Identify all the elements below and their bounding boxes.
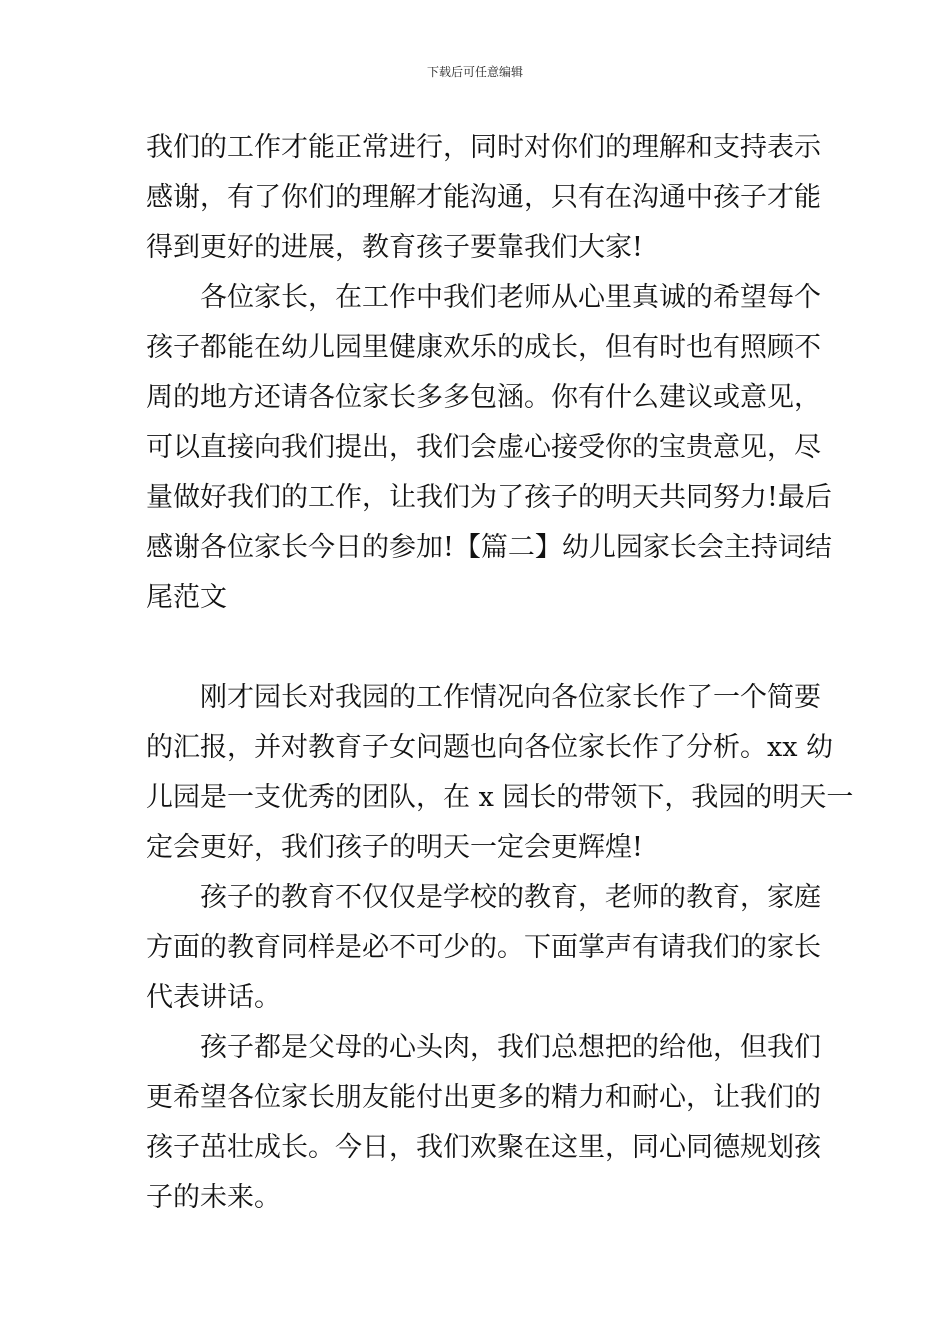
text-line: 周的地方还请各位家长多多包涵。你有什么建议或意见， — [146, 382, 821, 413]
text-line: 孩子都能在幼儿园里健康欢乐的成长，但有时也有照顾不 — [146, 332, 821, 363]
text-line: 量做好我们的工作，让我们为了孩子的明天共同努力!最后 — [146, 482, 832, 513]
text-line: 我们的工作才能正常进行，同时对你们的理解和支持表示 — [146, 132, 821, 163]
text-line: 孩子茁壮成长。今日，我们欢聚在这里，同心同德规划孩 — [146, 1132, 821, 1163]
text-line: 得到更好的进展，教育孩子要靠我们大家! — [146, 232, 643, 263]
text-line: 子的未来。 — [146, 1182, 281, 1213]
text-line: 儿园是一支优秀的团队，在 x 园长的带领下，我园的明天一 — [146, 782, 854, 813]
text-line: 更希望各位家长朋友能付出更多的精力和耐心，让我们的 — [146, 1082, 821, 1113]
text-line: 孩子都是父母的心头肉，我们总想把的给他，但我们 — [146, 1032, 821, 1063]
text-line: 方面的教育同样是必不可少的。下面掌声有请我们的家长 — [146, 932, 821, 963]
text-line: 孩子的教育不仅仅是学校的教育，老师的教育，家庭 — [146, 882, 821, 913]
text-line: 的汇报，并对教育子女问题也向各位家长作了分析。xx 幼 — [146, 732, 834, 763]
text-line: 定会更好，我们孩子的明天一定会更辉煌! — [146, 832, 643, 863]
text-line: 感谢各位家长今日的参加!【篇二】幼儿园家长会主持词结 — [146, 532, 832, 563]
text-line: 各位家长，在工作中我们老师从心里真诚的希望每个 — [146, 282, 821, 313]
text-line: 刚才园长对我园的工作情况向各位家长作了一个简要 — [146, 682, 821, 713]
text-line: 代表讲话。 — [146, 982, 281, 1013]
text-line: 感谢，有了你们的理解才能沟通，只有在沟通中孩子才能 — [146, 182, 821, 213]
text-line: 可以直接向我们提出，我们会虚心接受你的宝贵意见，尽 — [146, 432, 821, 463]
page-header-watermark: 下载后可任意编辑 — [426, 65, 523, 79]
text-line: 尾范文 — [146, 582, 227, 613]
